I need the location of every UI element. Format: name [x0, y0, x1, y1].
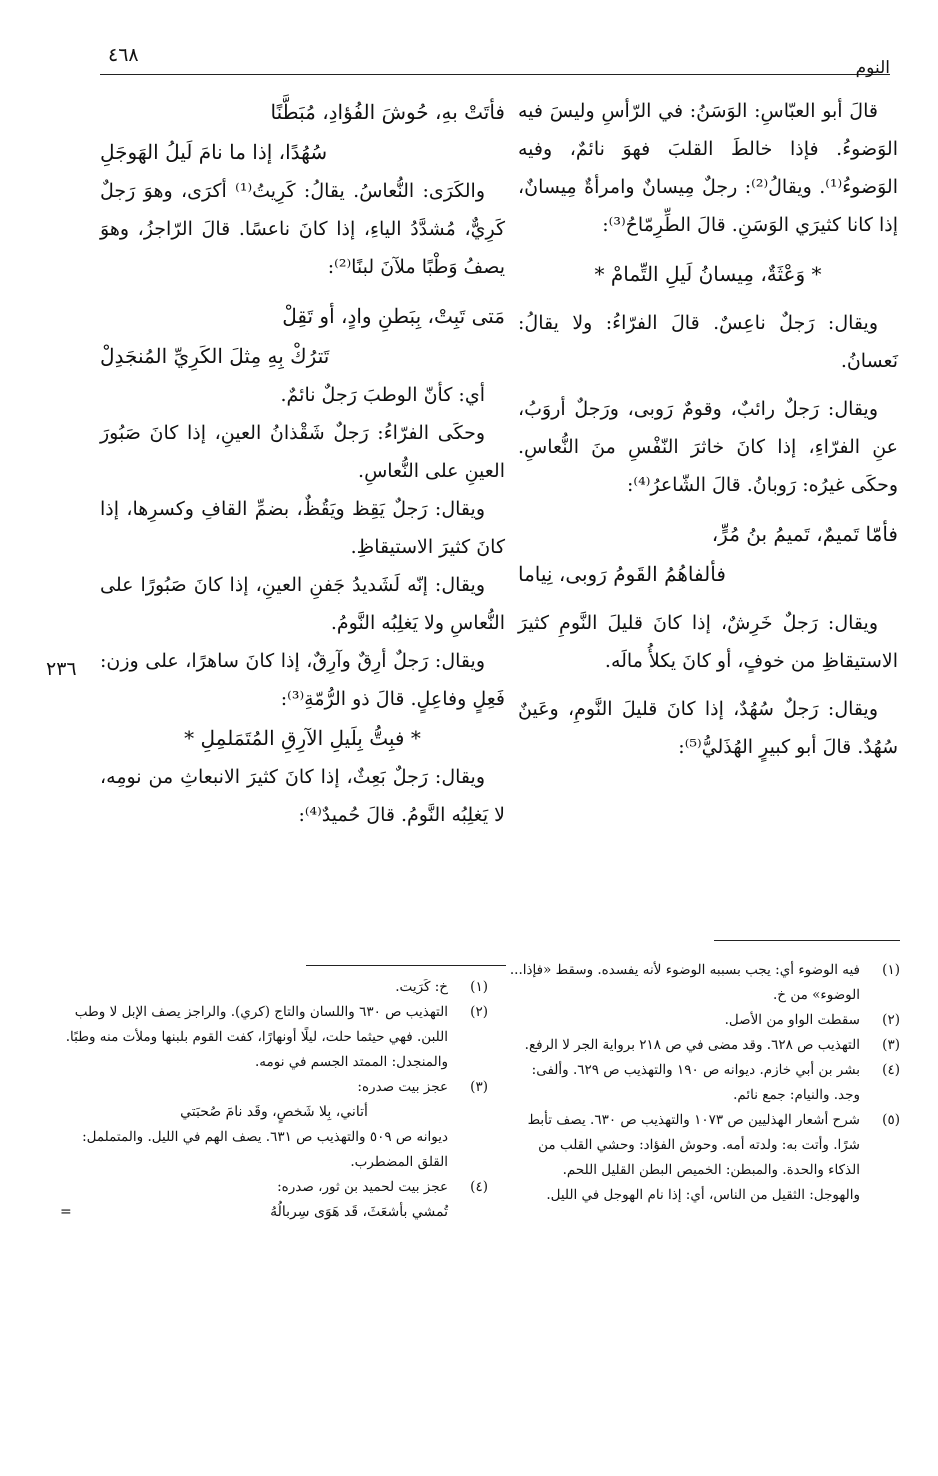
verse-second-hemistich: فألفاهُمُ القَومُ رَوبى، نِياما [518, 562, 726, 586]
footnote [60, 1125, 488, 1175]
footnote-rule-right [714, 940, 900, 941]
footnote-text: سقطت الواو من الأصل. [724, 1012, 860, 1028]
paragraph [518, 690, 898, 766]
running-header [100, 34, 890, 78]
continuation-mark: = [60, 1204, 72, 1220]
verse-first-hemistich: مَتى تَبِتْ، بِبَطنِ وادٍ، أو تَقِلْ [282, 304, 505, 328]
paragraph-text: والكَرَى: النُّعاسُ. يقالُ: كَرِيتُ⁽¹⁾ أكرَى، وهوَ رَجلٌ كَرِيٌّ، مُشدَّدُ الياءِ، إذا كانَ ناعسًا. قالَ الرّاجزُ، وهوَ يصفُ وَطْبًا ملآنَ لبنًا⁽²⁾: [100, 180, 505, 278]
footnote [508, 1108, 900, 1208]
paragraph [100, 642, 505, 718]
paragraph-text: ويقال: رَجلٌ أرِقٌ وآرِقٌ، إذا كانَ ساهرًا، على وزن: فَعِلٍ وفاعِلٍ. قالَ ذو الرُّمّةِ⁽³⁾: [100, 650, 505, 710]
paragraph [100, 566, 505, 642]
footnote-text: التهذيب ص ٦٢٨. وقد مضى في ص ٢١٨ برواية الجر لا الرفع. [524, 1037, 860, 1053]
paragraph-text: ويقال: رَجلٌ ناعِسٌ. قالَ الفرّاءُ: ولا يقالُ: نَعسانُ. [518, 312, 898, 372]
footnote-number: (١) [470, 979, 488, 995]
footnote [60, 975, 488, 1000]
margin-reference-number: ٢٣٦ [46, 658, 77, 680]
left-column [100, 92, 505, 834]
paragraph-text: ويقال: رَجلٌ سُهُدٌ، إذا كانَ قليلَ النَّومِ، وعَينٌ سُهُدٌ. قالَ أبو كبيرٍ الهُذَليُّ⁽⁵⁾: [518, 698, 898, 758]
paragraph-text: أي: كأنّ الوطبَ رَجلٌ نائمٌ. [280, 384, 485, 406]
verse-line: * وَعْثَةٌ، مِيسانُ لَيلِ التِّمامْ * [594, 262, 822, 286]
footnote [60, 1075, 488, 1100]
footnote-text: فيه الوضوء أي: يجب بسببه الوضوء لأنه يفسده. وسقط «فإذا... الوضوء» من خ. [509, 962, 860, 1003]
footnote-number: (١) [882, 962, 900, 978]
footnote-number: (٣) [882, 1037, 900, 1053]
footnote-verse: أتاني، بِلا شَخصٍ، وقَد نامَ صُحبَتي [180, 1104, 368, 1120]
footnote-rule-left [306, 965, 506, 966]
footnote [508, 1008, 900, 1033]
footnote-text: عجز بيت لحميد بن ثور، صدره: [277, 1179, 448, 1195]
paragraph [100, 172, 505, 286]
footnote-text: التهذيب ص ٦٣٠ واللسان والتاج (كري). والراجز يصف الإبل لا وطب اللبن. فهي حيثما حلت، ليلًا أونهارًا، كفت القوم بلبنها وملأت منه وطبًا. والمنجدل: الممتد الجسم في نومه. [65, 1004, 448, 1070]
footnote [508, 1058, 900, 1108]
footnote [508, 958, 900, 1008]
footnote-text: خ: كَرَيت. [395, 979, 448, 995]
footnote-text: عجز بيت صدره: [357, 1079, 448, 1095]
footnote-text: بشر بن أبي خازم. ديوانه ص ١٩٠ والتهذيب ص ٦٢٩. وألفى: وجد. والنيام: جمع نائم. [531, 1062, 860, 1103]
paragraph-text: ويقال: رَجلٌ يَقِظ ويَقُظٌ، بضمِّ القافِ وكسرِها، إذا كانَ كثيرَ الاستيقاظِ. [100, 498, 505, 558]
paragraph-text: وحكَى الفرّاءُ: رَجلٌ شَقْذانُ العينِ، إذا كانَ صَبُورَ العينِ على النُّعاسِ. [100, 422, 505, 482]
footnote-number: (٣) [470, 1079, 488, 1095]
verse-second-hemistich: سُهُدًا، إذا ما نامَ لَيلُ الهَوجَلِ [100, 140, 328, 164]
footnotes-right [508, 958, 900, 1208]
footnote-verse-continued [60, 1200, 488, 1225]
footnotes-left [60, 975, 488, 1225]
paragraph-text: ويقال: رَجلٌ رائبٌ، وقومٌ رَوبى، ورَجلٌ أروَبُ، عنِ الفرّاءِ، إذا كانَ خاثرَ النّفْسِ منَ النُّعاسِ. وحكَى غيرُه: رَوبانُ. قالَ الشّاعرُ⁽⁴⁾: [518, 398, 898, 496]
footnote-number: (٤) [470, 1179, 488, 1195]
paragraph [100, 376, 505, 414]
footnote-number: (٤) [882, 1062, 900, 1078]
header-title: النوم [855, 58, 890, 78]
paragraph [100, 758, 505, 834]
verse-second-hemistich: تَترُكْ بِهِ مِثلَ الكَرِيِّ المُنجَدِلْ [100, 344, 330, 368]
paragraph-text: قالَ أبو العبّاسِ: الوَسَنُ: في الرّأسِ وليسَ فيه الوَضوءُ. فإذا خالطَ القلبَ فهوَ نائمٌ، وفيه الوَضوءُ⁽¹⁾. ويقالُ⁽²⁾: رجلٌ مِيسانٌ وامرأةٌ مِيسانٌ، إذا كانا كثيرَي الوَسَنِ. قالَ الطِّرِمّاحُ⁽³⁾: [518, 100, 898, 236]
paragraph [100, 414, 505, 490]
footnote [508, 1033, 900, 1058]
verse-first-hemistich: فأتَتْ بهِ، حُوشَ الفُؤادِ، مُبَطَّنًا [270, 100, 505, 124]
verse-line: * فبِتُّ بِلَيلِ الآرِقِ المُتَمَلمِلِ * [184, 726, 421, 750]
paragraph [518, 390, 898, 504]
paragraph [518, 92, 898, 244]
paragraph-text: ويقال: إنّه لَشَديدُ جَفنِ العينِ، إذا كانَ صَبُورًا على النُّعاسِ ولا يَغلِبُه النَّومُ. [100, 574, 505, 634]
footnote-number: (٢) [470, 1004, 488, 1020]
footnote [60, 1000, 488, 1075]
footnote-verse: تُمشي بأشعَثَ، قَد هَوَى سِربالُهُ [270, 1204, 448, 1220]
paragraph-text: ويقال: رَجلٌ خَرِشٌ، إذا كانَ قليلَ النَّومِ كثيرَ الاستيقاظِ من خوفٍ، أو كانَ يكلأُ مالَه. [518, 612, 898, 672]
footnote-number: (٥) [882, 1112, 900, 1128]
footnote-number: (٢) [882, 1012, 900, 1028]
page-number: ٤٦٨ [108, 44, 139, 66]
footnote-text: ديوانه ص ٥٠٩ والتهذيب ص ٦٣١. يصف الهم في الليل. والمتململ: القلق المضطرب. [82, 1129, 448, 1170]
paragraph [518, 604, 898, 680]
paragraph [518, 304, 898, 380]
right-column [518, 92, 898, 766]
footnote-text: شرح أشعار الهذليين ص ١٠٧٣ والتهذيب ص ٦٣٠. يصف تأبط شرًا. وأتت به: ولدته أمه. وحوش الفؤاد: وحشي القلب من الذكاء والحدة. والمبطن: الخميص البطن القليل اللحم. والهوجل: الثقيل من الناس، أي: إذا نام الهوجل في الليل. [527, 1112, 860, 1203]
verse-first-hemistich: فأمّا تَميمٌ، تَميمُ بنُ مُرٍّ، [711, 522, 898, 546]
footnote [60, 1175, 488, 1200]
paragraph [100, 490, 505, 566]
paragraph-text: ويقال: رَجلٌ بَعِثٌ، إذا كانَ كثيرَ الانبعاثِ من نومِه، لا يَغلِبُه النَّومُ. قالَ حُميدٌ⁽⁴⁾: [100, 766, 505, 826]
